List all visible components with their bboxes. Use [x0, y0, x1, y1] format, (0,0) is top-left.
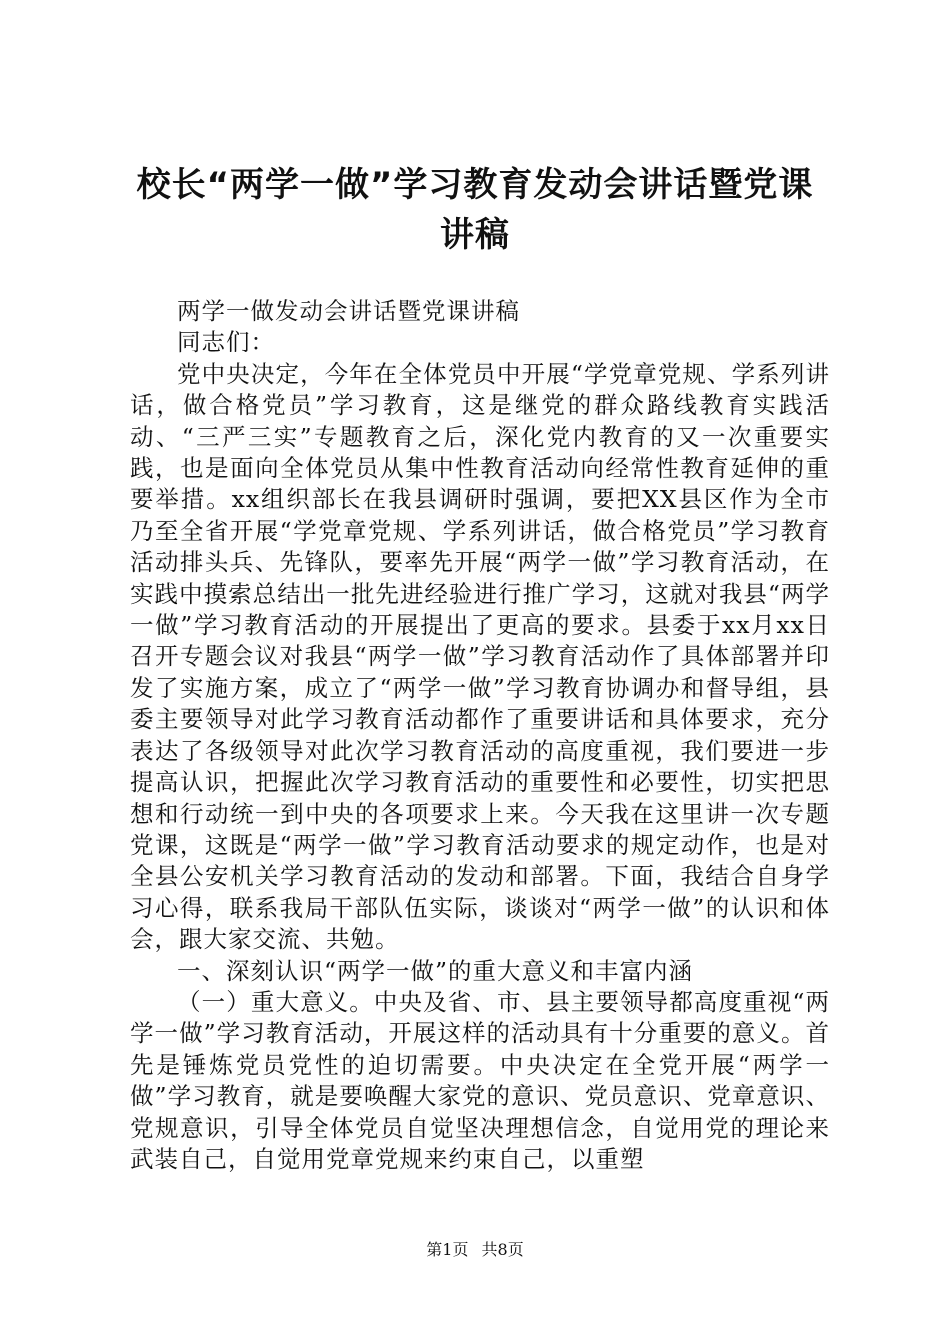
- page-number-current: 第1页: [426, 1240, 469, 1259]
- title-line-1: 校长“两学一做”学习教育发动会讲话暨党课: [136, 165, 814, 205]
- salutation-paragraph: 同志们：: [177, 328, 275, 357]
- section-heading-1: 一、深刻认识“两学一做”的重大意义和丰富内涵: [177, 956, 694, 985]
- document-title: [118, 160, 832, 260]
- title-line-2: 讲稿: [440, 215, 510, 255]
- intro-paragraph: 党中央决定，今年在全体党员中开展“学党章党规、学系列讲话，做合格党员”学习教育，这是继党的群众路线教育实践活动、“三严三实”专题教育之后，深化党内教育的又一次重要实践，也是面向全体党员从集中性教育活动向经常性教育延伸的重要举措。xx组织部长在我县调研时强调，要把XX县区作为全市乃至全省开展“学党章党规、学系列讲话，做合格党员”学习教育活动排头兵、先锋队，要率先开展“两学一做”学习教育活动，在实践中摸索总结出一批先进经验进行推广学习，这就对我县“两学一做”学习教育活动的开展提出了更高的要求。县委于xx月xx日召开专题会议对我县“两学一做”学习教育活动作了具体部署并印发了实施方案，成立了“两学一做”学习教育协调办和督导组，县委主要领导对此学习教育活动都作了重要讲话和具体要求，充分表达了各级领导对此次学习教育活动的高度重视，我们要进一步提高认识，把握此次学习教育活动的重要性和必要性，切实把思想和行动统一到中央的各项要求上来。今天我在这里讲一次专题党课，这既是“两学一做”学习教育活动要求的规定动作，也是对全县公安机关学习教育活动的发动和部署。下面，我结合自身学习心得，联系我局干部队伍实际，谈谈对“两学一做”的认识和体会，跟大家交流、共勉。: [130, 359, 830, 954]
- section-paragraph-1: （一）重大意义。中央及省、市、县主要领导都高度重视“两学一做”学习教育活动，开展这样的活动具有十分重要的意义。首先是锤炼党员党性的迫切需要。中央决定在全党开展“两学一做”学习教育，就是要唤醒大家党的意识、党员意识、党章意识、党规意识，引导全体党员自觉坚决理想信念，自觉用党的理论来武装自己，自觉用党章党规来约束自己，以重塑: [130, 987, 830, 1173]
- page-footer: [0, 1238, 950, 1262]
- document-body: [130, 296, 830, 1175]
- page-number-total: 共8页: [481, 1240, 524, 1259]
- subtitle-paragraph: 两学一做发动会讲话暨党课讲稿: [177, 297, 520, 325]
